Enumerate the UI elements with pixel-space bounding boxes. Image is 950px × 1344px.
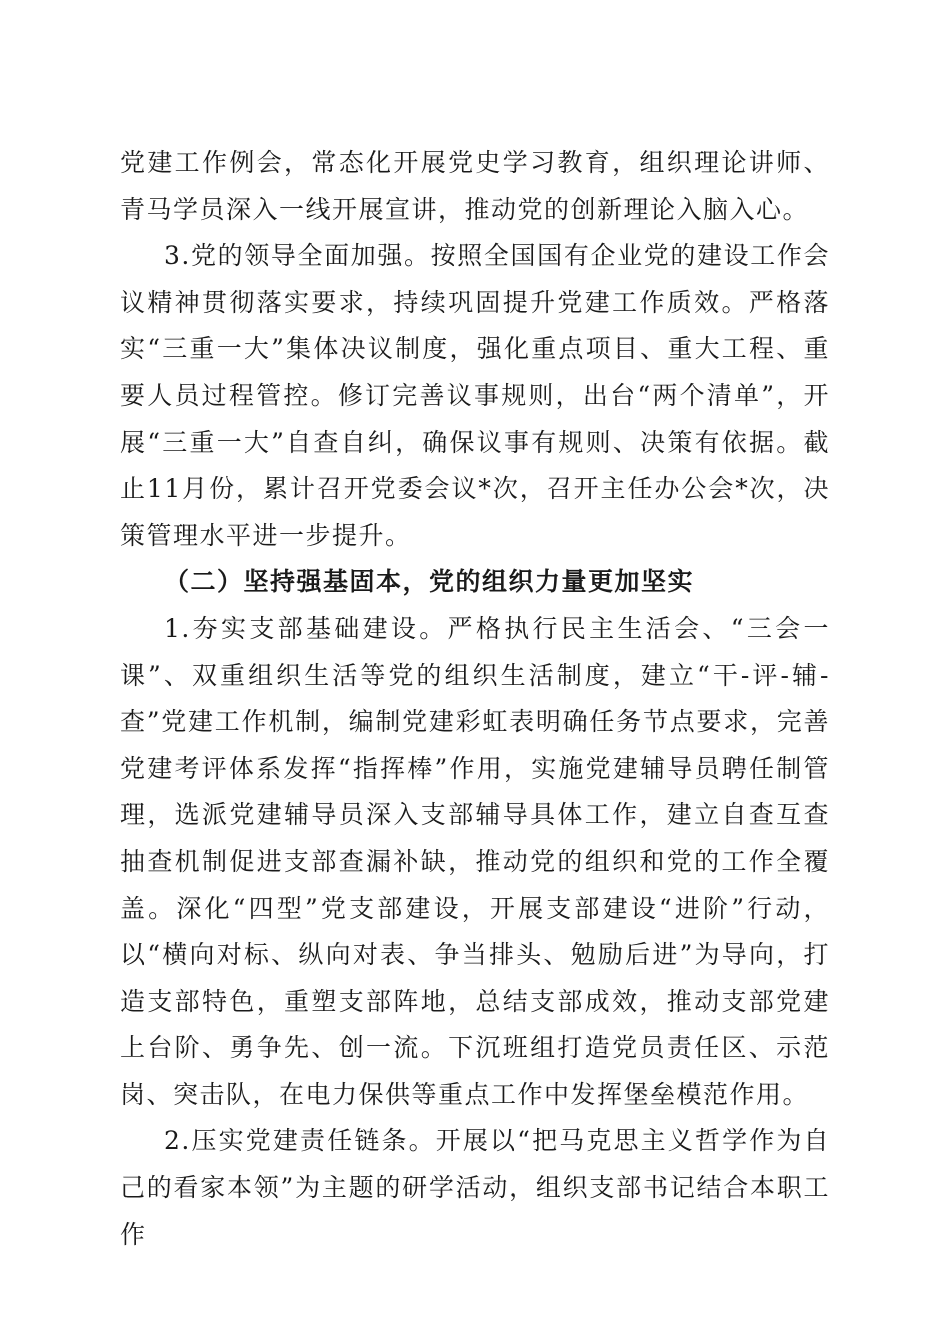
paragraph-continuation: 党建工作例会，常态化开展党史学习教育，组织理论讲师、青马学员深入一线开展宣讲，推动党的创新理论入脑入心。 bbox=[120, 148, 830, 224]
paragraph-responsibility-chain: 2.压实党建责任链条。开展以“把马克思主义哲学作为自己的看家本领”为主题的研学活动，组织支部书记结合本职工作 bbox=[120, 1126, 830, 1249]
paragraph-party-leadership: 3.党的领导全面加强。按照全国国有企业党的建设工作会议精神贯彻落实要求，持续巩固提升党建工作质效。严格落实“三重一大”集体决议制度，强化重点项目、重大工程、重要人员过程管控。修订完善议事规则，出台“两个清单”，开展“三重一大”自查自纠，确保议事有规则、决策有依据。截止11月份，累计召开党委会议*次，召开主任办公会*次，决策管理水平进一步提升。 bbox=[120, 241, 830, 550]
document-body bbox=[120, 140, 830, 1258]
section-heading: （二）坚持强基固本，党的组织力量更加坚实 bbox=[164, 567, 695, 597]
paragraph-branch-building: 1.夯实支部基础建设。严格执行民主生活会、“三会一课”、双重组织生活等党的组织生活制度，建立“干-评-辅-查”党建工作机制，编制党建彩虹表明确任务节点要求，完善党建考评体系发挥“指挥棒”作用，实施党建辅导员聘任制管理，选派党建辅导员深入支部辅导具体工作，建立自查互查抽查机制促进支部查漏补缺，推动党的组织和党的工作全覆盖。深化“四型”党支部建设，开展支部建设“进阶”行动，以“横向对标、纵向对表、争当排头、勉励后进”为导向，打造支部特色，重塑支部阵地，总结支部成效，推动支部党建上台阶、勇争先、创一流。下沉班组打造党员责任区、示范岗、突击队，在电力保供等重点工作中发挥堡垒模范作用。 bbox=[120, 613, 830, 1109]
